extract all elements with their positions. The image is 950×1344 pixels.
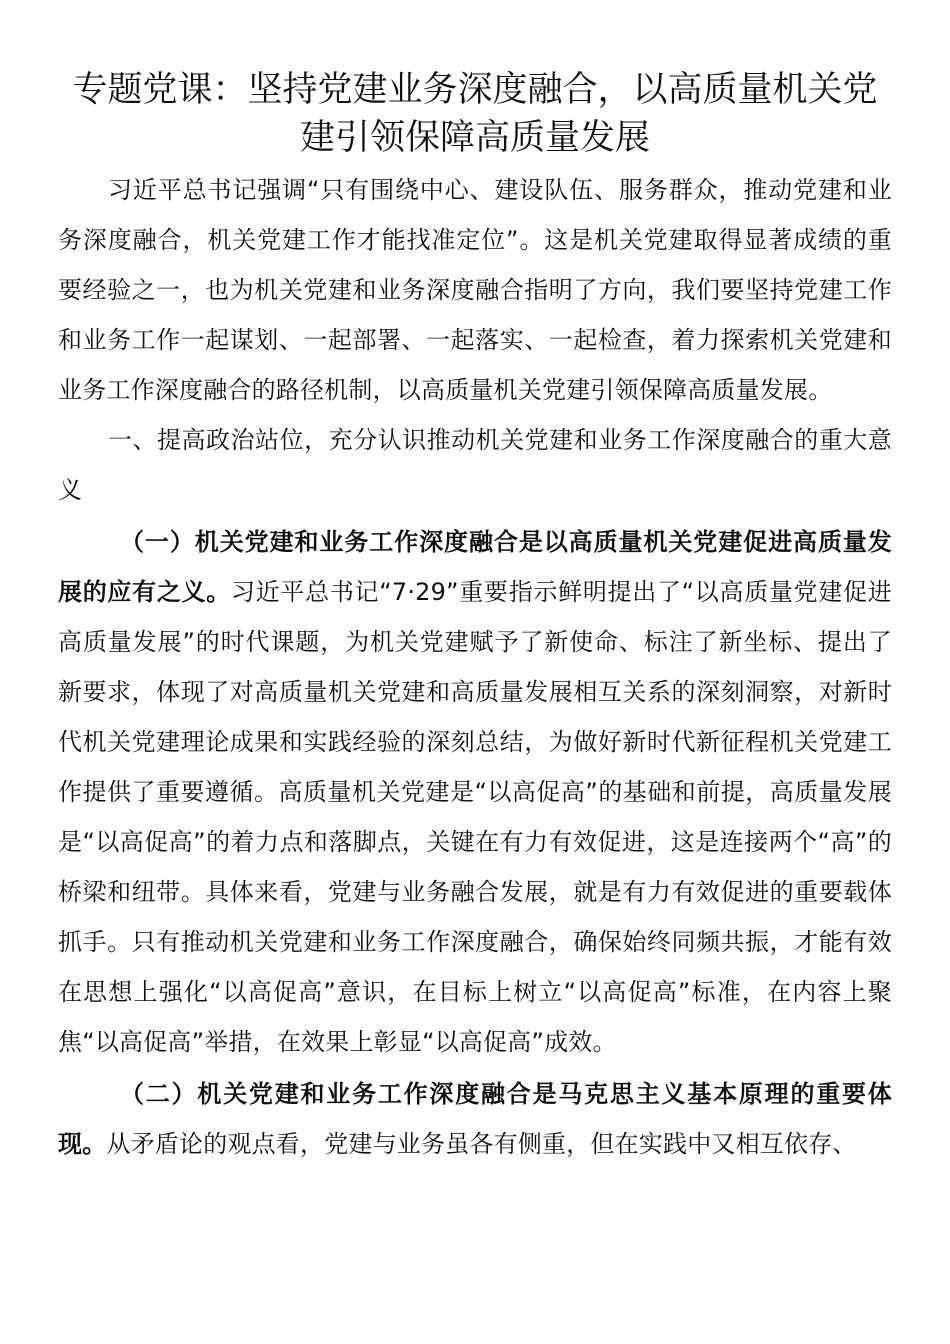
section-heading-1: 一、提高政治站位，充分认识推动机关党建和业务工作深度融合的重大意义 — [58, 426, 892, 504]
subsection-1-paragraph — [58, 517, 892, 1067]
document-body — [58, 165, 892, 1169]
intro-paragraph: 习近平总书记强调“只有围绕中心、建设队伍、服务群众，推动党建和业务深度融合，机关党建工作才能找准定位”。这是机关党建取得显著成绩的重要经验之一，也为机关党建和业务深度融合指明了方向，我们要坚持党建工作和业务工作一起谋划、一起部署、一起落实、一起检查，着力探索机关党建和业务工作深度融合的路径机制，以高质量机关党建引领保障高质量发展。 — [58, 176, 892, 404]
subsection-2-paragraph — [58, 1069, 892, 1169]
subsection-2-heading: （二）机关党建和业务工作深度融合是马克思主义基本原理的重要体现。 — [58, 1080, 892, 1158]
subsection-2-body: 从矛盾论的观点看，党建与业务虽各有侧重，但在实践中又相互依存、 — [106, 1130, 857, 1158]
subsection-1-body: 习近平总书记“7·29”重要指示鲜明提出了“以高质量党建促进高质量发展”的时代课题，为机关党建赋予了新使命、标注了新坐标、提出了新要求，体现了对高质量机关党建和高质量发展相互关系的深刻洞察，对新时代机关党建理论成果和实践经验的深刻总结，为做好新时代新征程机关党建工作提供了重要遵循。高质量机关党建是“以高促高”的基础和前提，高质量发展是“以高促高”的着力点和落脚点，关键在有力有效促进，这是连接两个“高”的桥梁和纽带。具体来看，党建与业务融合发展，就是有力有效促进的重要载体抓手。只有推动机关党建和业务工作深度融合，确保始终同频共振，才能有效在思想上强化“以高促高”意识，在目标上树立“以高促高”标准，在内容上聚焦“以高促高”举措，在效果上彰显“以高促高”成效。 — [58, 578, 892, 1056]
subsection-1-heading: （一）机关党建和业务工作深度融合是以高质量机关党建促进高质量发展的应有之义。 — [58, 528, 892, 606]
document-title: 专题党课：坚持党建业务深度融合，以高质量机关党建引领保障高质量发展 — [72, 70, 878, 158]
